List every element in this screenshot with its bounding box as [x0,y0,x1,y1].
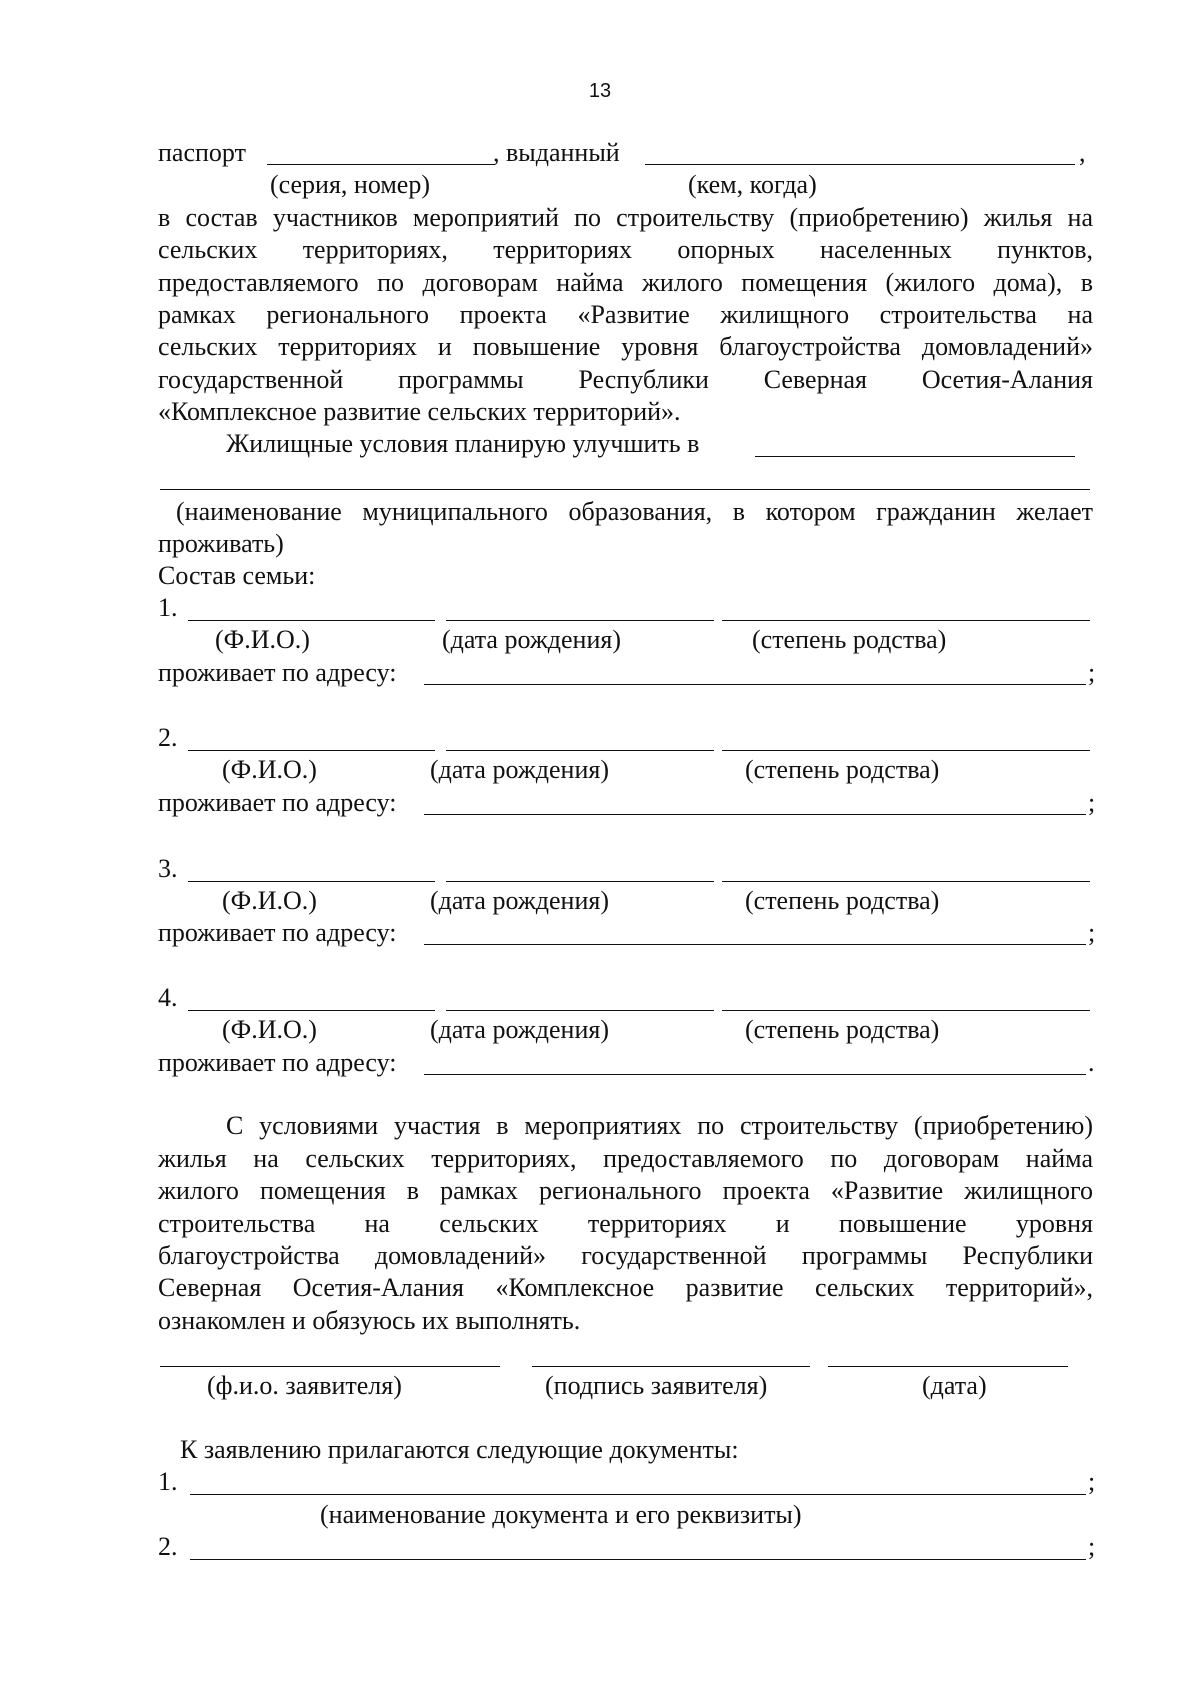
member-fio-field[interactable] [188,1010,435,1011]
member-relation-caption: (степень родства) [745,886,940,915]
member-dob-field[interactable] [446,881,714,882]
member-address-end: . [1088,1048,1095,1077]
member-fio-field[interactable] [188,750,435,751]
member-address-field[interactable] [424,684,1086,685]
member-address-label: проживает по адресу: [158,1048,397,1077]
intro-line: государственной программы Республики Северная Осетия-Алания [158,365,1093,394]
signature-date-field[interactable] [828,1366,1068,1367]
signature-date-caption: (дата) [922,1371,987,1400]
passport-series-caption: (серия, номер) [270,170,430,199]
member-address-label: проживает по адресу: [158,918,397,947]
member-fio-caption: (Ф.И.О.) [215,625,310,654]
signature-fio-caption: (ф.и.о. заявителя) [207,1371,402,1400]
member-dob-caption: (дата рождения) [430,1015,610,1044]
member-relation-field[interactable] [722,750,1090,751]
member-dob-field[interactable] [446,750,714,751]
member-number: 4. [158,983,178,1012]
document-number: 2. [158,1532,178,1561]
member-dob-caption: (дата рождения) [430,886,610,915]
member-address-label: проживает по адресу: [158,658,397,687]
conditions-line: строительства на сельских территориях и повышение уровня [158,1209,1093,1238]
document-end: ; [1088,1532,1096,1561]
intro-line: в состав участников мероприятий по строительству (приобретению) жилья на [158,203,1093,232]
member-dob-field[interactable] [446,1010,714,1011]
member-fio-field[interactable] [188,620,435,621]
page-number: 13 [588,80,612,102]
member-relation-caption: (степень родства) [745,755,940,784]
signature-fio-field[interactable] [160,1366,500,1367]
member-relation-field[interactable] [722,1010,1090,1011]
document-field[interactable] [190,1559,1086,1560]
member-relation-caption: (степень родства) [745,1015,940,1044]
passport-series-field[interactable] [267,164,495,165]
conditions-line: благоустройства домовладений» государственной программы Республики [158,1241,1093,1270]
document-end: ; [1088,1467,1096,1496]
intro-line: предоставляемого по договорам найма жилого помещения (жилого дома), в [158,268,1093,297]
member-number: 1. [158,593,178,622]
housing-municipality-field[interactable] [755,456,1075,457]
member-fio-caption: (Ф.И.О.) [222,886,317,915]
housing-municipality-field-2[interactable] [160,489,1090,490]
documents-title: К заявлению прилагаются следующие документы: [180,1435,739,1464]
member-address-end: ; [1088,918,1096,947]
passport-issued-field[interactable] [645,164,1075,165]
member-number: 2. [158,723,178,752]
document-number: 1. [158,1467,178,1496]
document-caption: (наименование документа и его реквизиты) [320,1500,802,1529]
conditions-line: ознакомлен и обязуюсь их выполнять. [158,1306,581,1335]
member-dob-caption: (дата рождения) [442,625,622,654]
member-address-label: проживает по адресу: [158,788,397,817]
housing-text: Жилищные условия планирую улучшить в [226,429,700,458]
member-number: 3. [158,854,178,883]
intro-line: рамках регионального проекта «Развитие жилищного строительства на [158,300,1093,329]
member-fio-field[interactable] [188,881,435,882]
intro-line: «Комплексное развитие сельских территорий». [158,397,681,426]
member-address-field[interactable] [424,944,1086,945]
member-relation-field[interactable] [722,620,1090,621]
passport-comma: , [1079,138,1086,167]
passport-issued-caption: (кем, когда) [688,170,817,199]
member-fio-caption: (Ф.И.О.) [222,1015,317,1044]
housing-caption-2: проживать) [158,529,284,558]
signature-sign-caption: (подпись заявителя) [545,1371,768,1400]
passport-label: паспорт [158,138,246,167]
member-address-field[interactable] [424,814,1086,815]
member-address-end: ; [1088,658,1096,687]
intro-line: сельских территориях, территориях опорных населенных пунктов, [158,235,1093,264]
member-address-field[interactable] [424,1074,1086,1075]
member-relation-field[interactable] [722,881,1090,882]
signature-sign-field[interactable] [532,1366,810,1367]
member-address-end: ; [1088,788,1096,817]
conditions-line: жилого помещения в рамках регионального проекта «Развитие жилищного [158,1176,1093,1205]
conditions-line: жилья на сельских территориях, предоставляемого по договорам найма [158,1144,1093,1173]
member-relation-caption: (степень родства) [752,625,947,654]
document-field[interactable] [190,1494,1086,1495]
member-dob-caption: (дата рождения) [430,755,610,784]
conditions-line: Северная Осетия-Алания «Комплексное развитие сельских территорий», [158,1273,1093,1302]
intro-line: сельских территориях и повышение уровня благоустройства домовладений» [158,332,1093,361]
passport-issued-label: , выданный [493,138,620,167]
family-title: Состав семьи: [158,561,316,590]
member-dob-field[interactable] [446,620,714,621]
housing-caption: (наименование муниципального образования, в котором гражданин желает [176,497,1093,526]
conditions-line: С условиями участия в мероприятиях по строительству (приобретению) [226,1111,1093,1140]
member-fio-caption: (Ф.И.О.) [222,755,317,784]
